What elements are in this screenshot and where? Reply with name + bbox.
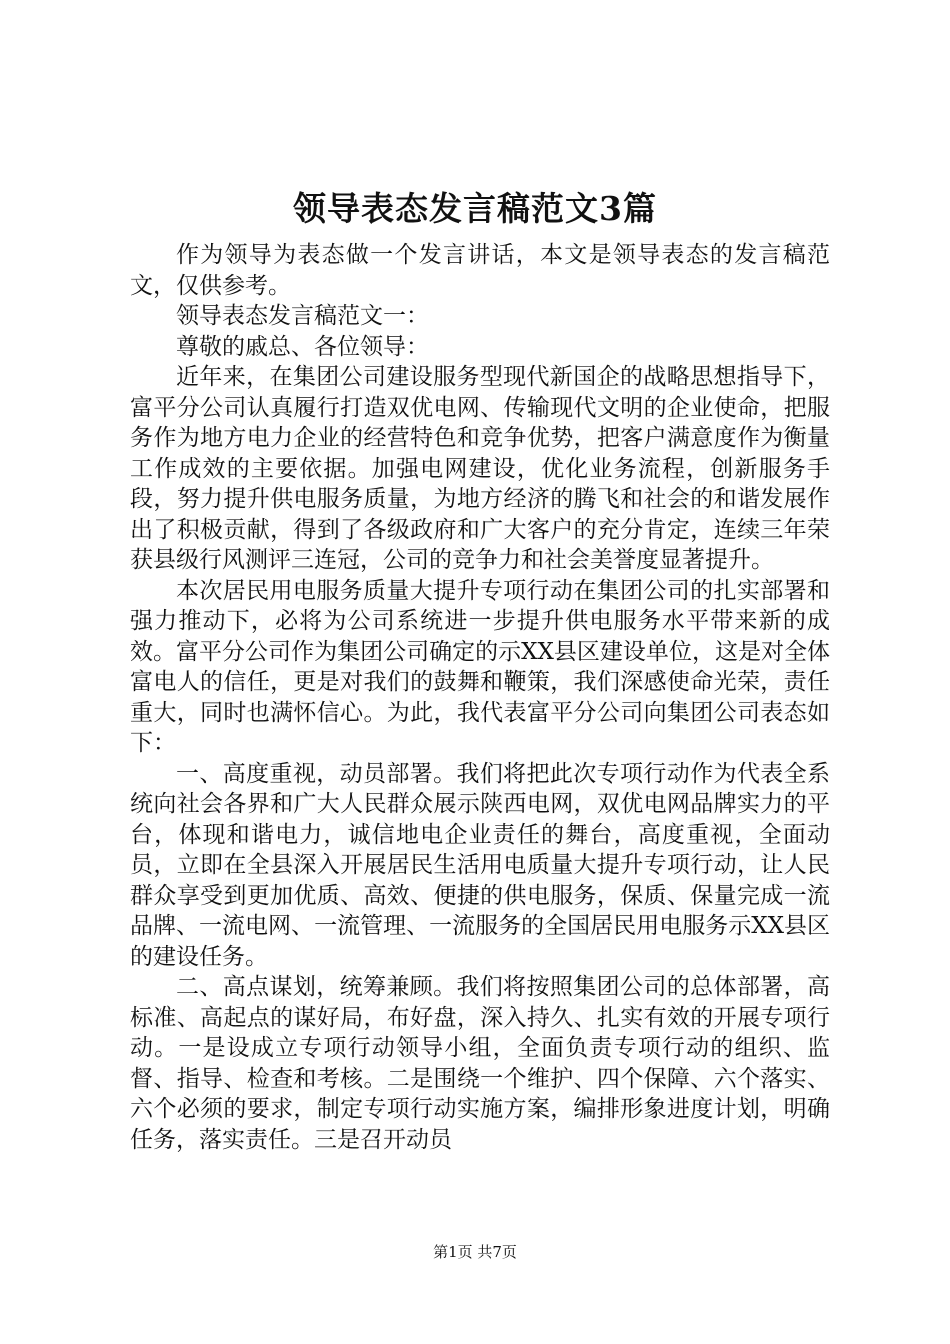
paragraph-point-one: 一、高度重视，动员部署。我们将把此次专项行动作为代表全系统向社会各界和广大人民群众展示陕西电网，双优电网品牌实力的平台，体现和谐电力，诚信地电企业责任的舞台，高度重视，全面动员，立即在全县深入开展居民生活用电质量大提升专项行动，让人民群众享受到更加优质、高效、便捷的供电服务，保质、保量完成一流品牌、一流电网、一流管理、一流服务的全国居民用电服务示XX县区的建设任务。 bbox=[130, 760, 830, 970]
paragraph-point-two: 二、高点谋划，统筹兼顾。我们将按照集团公司的总体部署，高标准、高起点的谋好局，布好盘，深入持久、扎实有效的开展专项行动。一是设成立专项行动领导小组，全面负责专项行动的组织、监督、指导、检查和考核。二是围绕一个维护、四个保障、六个落实、六个必须的要求，制定专项行动实施方案，编排形象进度计划，明确任务，落实责任。三是召开动员 bbox=[130, 974, 830, 1153]
paragraph-action: 本次居民用电服务质量大提升专项行动在集团公司的扎实部署和强力推动下，必将为公司系统进一步提升供电服务水平带来新的成效。富平分公司作为集团公司确定的示XX县区建设单位，这是对全体富电人的信任，更是对我们的鼓舞和鞭策，我们深感使命光荣，责任重大，同时也满怀信心。为此，我代表富平分公司向集团公司表态如下： bbox=[130, 577, 830, 756]
document-body bbox=[130, 240, 830, 1155]
paragraph-salutation: 尊敬的戚总、各位领导： bbox=[176, 333, 429, 360]
paragraph-section-heading: 领导表态发言稿范文一： bbox=[176, 303, 429, 329]
page-number-footer: 第1页 共7页 bbox=[433, 1243, 517, 1261]
document-title: 领导表态发言稿范文3篇 bbox=[293, 189, 657, 228]
paragraph-intro: 作为领导为表态做一个发言讲话，本文是领导表态的发言稿范文，仅供参考。 bbox=[130, 242, 830, 299]
paragraph-background: 近年来，在集团公司建设服务型现代新国企的战略思想指导下，富平分公司认真履行打造双优电网、传输现代文明的企业使命，把服务作为地方电力企业的经营特色和竞争优势，把客户满意度作为衡量工作成效的主要依据。加强电网建设，优化业务流程，创新服务手段，努力提升供电服务质量，为地方经济的腾飞和社会的和谐发展作出了积极贡献，得到了各级政府和广大客户的充分肯定，连续三年荣获县级行风测评三连冠，公司的竞争力和社会美誉度显著提升。 bbox=[130, 364, 830, 573]
